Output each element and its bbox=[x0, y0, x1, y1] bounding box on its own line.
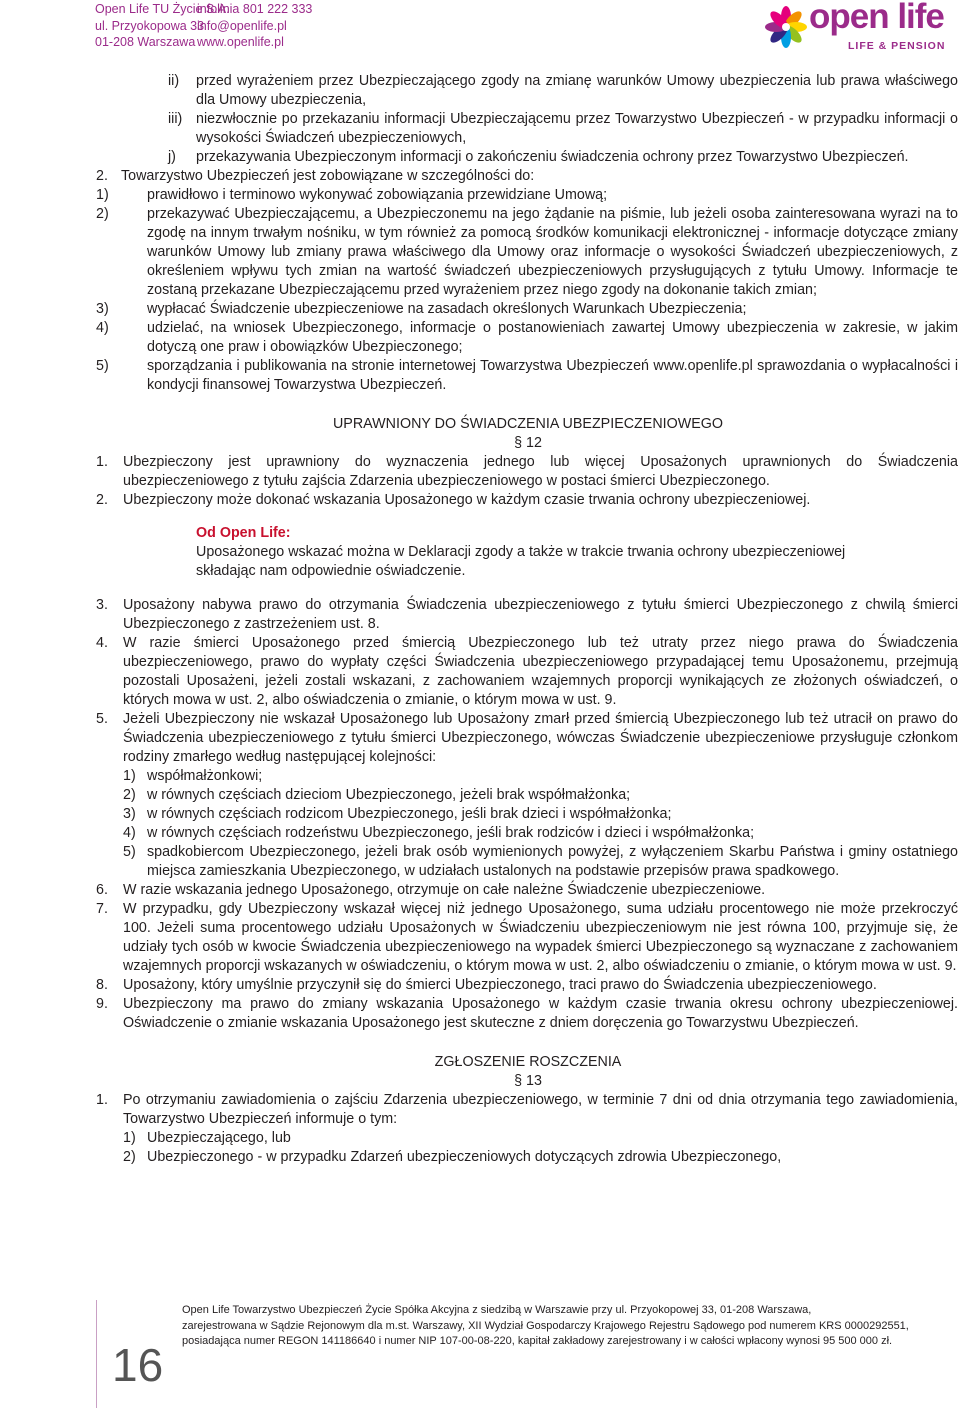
numbered-paragraph-number: 4. bbox=[96, 635, 108, 651]
section-13-title: ZGŁOSZENIE ROSZCZENIA bbox=[434, 1054, 622, 1070]
numbered-paragraph bbox=[96, 596, 960, 634]
numbered-paragraph bbox=[96, 491, 960, 510]
list-item-number: iii) bbox=[168, 111, 183, 127]
section-12-items-a bbox=[96, 453, 960, 510]
list-item-number: 4) bbox=[96, 320, 109, 336]
numbered-paragraph-text: Ubezpieczony może dokonać wskazania Uposażonego w każdym czasie trwania ochrony ubezpieczeniowej. bbox=[123, 492, 811, 508]
list-item bbox=[96, 786, 960, 805]
list-item-number: 1) bbox=[123, 1130, 136, 1146]
numbered-paragraph bbox=[96, 900, 960, 976]
numbered-paragraph-number: 2. bbox=[96, 168, 108, 184]
list-item bbox=[96, 843, 960, 881]
numbered-paragraph bbox=[96, 453, 960, 491]
list-item-text: w równych częściach rodzeństwu Ubezpieczonego, jeśli brak rodziców i dzieci i współmałżonka; bbox=[147, 825, 755, 841]
numbered-paragraph bbox=[96, 881, 960, 900]
document-body bbox=[96, 72, 960, 1167]
list-item-text: w równych częściach dzieciom Ubezpieczonego, jeżeli brak współmałżonka; bbox=[147, 787, 631, 803]
numbered-paragraph-text: Ubezpieczony jest uprawniony do wyznaczenia jednego lub więcej Uposażonych uprawnionych do Świadczenia ubezpieczeniowego z tytułu zajścia Zdarzenia ubezpieczeniowego w postaci śmierci Ubezpieczonego. bbox=[123, 454, 958, 489]
list-item bbox=[96, 205, 960, 300]
section-13-list bbox=[96, 1129, 960, 1167]
list-item-text: przed wyrażeniem przez Ubezpieczającego zgody na zmianę warunków Umowy ubezpieczenia lub prawa właściwego dla Umowy ubezpieczenia, bbox=[196, 73, 958, 108]
numbered-paragraph bbox=[96, 995, 960, 1033]
numbered-paragraph-text: Uposażony, który umyślnie przyczynił się do śmierci Ubezpieczonego, traci prawo do Świadczenia ubezpieczeniowego. bbox=[123, 977, 877, 993]
footer-line-3: posiadająca numer REGON 141186640 i numer NIP 107-00-08-220, kapitał zakładowy zarejestrowany i w całości wpłacony wynosi 95 500 000 zł. bbox=[182, 1335, 893, 1347]
numbered-paragraph-text: Ubezpieczony ma prawo do zmiany wskazania Uposażonego w każdym czasie trwania okresu ochrony ubezpieczeniowej. Oświadczenie o zmianie wskazania Uposażonego jest skuteczne z dniem doręczenia go Towarzystwu Ubezpieczeń. bbox=[123, 996, 958, 1031]
numbered-paragraph-number: 5. bbox=[96, 711, 108, 727]
list-item bbox=[96, 767, 960, 786]
obligations-list bbox=[96, 186, 960, 395]
section-13-items bbox=[96, 1091, 960, 1129]
numbered-paragraph-text: Uposażony nabywa prawo do otrzymania Świadczenia ubezpieczeniowego z tytułu śmierci Ubezpieczonego z chwilą śmierci Ubezpieczonego z zastrzeżeniem ust. 8. bbox=[123, 597, 958, 632]
numbered-paragraph bbox=[96, 1091, 960, 1129]
open-life-logo bbox=[764, 0, 954, 53]
numbered-paragraph-number: 7. bbox=[96, 901, 108, 917]
numbered-paragraph-number: 1. bbox=[96, 1092, 108, 1108]
list-item bbox=[96, 186, 960, 205]
list-item-number: 1) bbox=[123, 768, 136, 784]
list-item-text: przekazywania Ubezpieczonym informacji o zakończeniu świadczenia ochrony przez Towarzystwo Ubezpieczeń. bbox=[196, 149, 909, 165]
list-item bbox=[96, 824, 960, 843]
list-item-number: 3) bbox=[96, 301, 109, 317]
numbered-paragraph bbox=[96, 976, 960, 995]
numbered-paragraph-text: Jeżeli Ubezpieczony nie wskazał Uposażonego lub Uposażony zmarł przed śmiercią Ubezpieczonego lub też utracił on prawo do Świadczenia ubezpieczeniowego z tytułu śmierci Ubezpieczonego, wówczas Świadczenie ubezpieczeniowe przysługuje członkom rodziny zmarłego według następującej kolejności: bbox=[123, 711, 958, 765]
page-header bbox=[0, 0, 960, 60]
flower-icon bbox=[764, 5, 808, 49]
list-item-text: w równych częściach rodzicom Ubezpieczonego, jeśli brak dzieci i współmałżonka; bbox=[147, 806, 672, 822]
from-open-life-text: Uposażonego wskazać można w Deklaracji zgody a także w trakcie trwania ochrony ubezpieczeniowej składając nam odpowiednie oświadczenie. bbox=[196, 544, 846, 579]
list-item-text: udzielać, na wniosek Ubezpieczonego, informacje o postanowieniach zawartej Umowy ubezpieczenia w zakresie, w jakim dotyczą one praw i obowiązków Ubezpieczonego; bbox=[147, 320, 958, 355]
footer-divider bbox=[96, 1300, 97, 1408]
hotline: infolinia 801 222 333 bbox=[197, 2, 313, 16]
list-item bbox=[96, 805, 960, 824]
footer-line-2: zarejestrowana w Sądzie Rejonowym dla m.st. Warszawy, XII Wydział Gospodarczy Krajowego Rejestru Sądowego pod numerem KRS 0000292551, bbox=[182, 1319, 909, 1332]
numbered-paragraph-number: 8. bbox=[96, 977, 108, 993]
list-item-number: 2) bbox=[123, 1149, 136, 1165]
logo-subtitle: LIFE & PENSION bbox=[848, 40, 946, 52]
list-item-text: wypłacać Świadczenie ubezpieczeniowe na zasadach określonych Warunkach Ubezpieczenia; bbox=[147, 301, 747, 317]
list-item-text: Ubezpieczonego - w przypadku Zdarzeń ubezpieczeniowych dotyczących zdrowia Ubezpieczonego, bbox=[147, 1149, 782, 1165]
numbered-paragraph-number: 9. bbox=[96, 996, 108, 1012]
list-item bbox=[96, 319, 960, 357]
list-item-text: Ubezpieczającego, lub bbox=[147, 1130, 291, 1146]
list-item-number: j) bbox=[168, 149, 176, 165]
list-item-number: 3) bbox=[123, 806, 136, 822]
list-item-number: 2) bbox=[96, 206, 109, 222]
list-item bbox=[96, 72, 960, 110]
list-item-number: 5) bbox=[123, 844, 136, 860]
paragraph-2 bbox=[96, 167, 960, 186]
from-open-life-title: Od Open Life: bbox=[196, 525, 291, 541]
company-contact bbox=[197, 1, 312, 51]
numbered-paragraph bbox=[96, 710, 960, 767]
list-item-text: przekazywać Ubezpieczającemu, a Ubezpieczonemu na jego żądanie na piśmie, lub jeżeli osoba zainteresowana wyrazi na to zgodę na innym trwałym nośniku, w tym również za pomocą środków komunikacji elektronicznej - informacje dotyczące zmiany warunków Umowy lub zmiany prawa właściwego dla Umowy oraz informacje o wysokości Świadczeń ubezpieczeniowych, z określeniem wpływu tych zmian na wartość świadczeń ubezpieczeniowych przysługujących z tytułu Umowy. Informacje te zostaną przekazane Ubezpieczającemu przed wyrażeniem przez niego zgody na dokonanie takich zmian; bbox=[147, 206, 958, 298]
numbered-paragraph-number: 6. bbox=[96, 882, 108, 898]
website-link[interactable]: www.openlife.pl bbox=[197, 35, 284, 49]
obligations-continued bbox=[96, 72, 960, 167]
company-name: Open Life TU Życie S.A. bbox=[95, 2, 230, 16]
numbered-paragraph-number: 3. bbox=[96, 597, 108, 613]
list-item-number: 2) bbox=[123, 787, 136, 803]
list-item bbox=[96, 357, 960, 395]
numbered-paragraph-number: 1. bbox=[96, 454, 108, 470]
numbered-paragraph-text: Po otrzymaniu zawiadomienia o zajściu Zdarzenia ubezpieczeniowego, w terminie 7 dni od dnia otrzymania tego zawiadomienia, Towarzystwo Ubezpieczeń informuje o tym: bbox=[123, 1092, 958, 1127]
numbered-paragraph bbox=[96, 167, 960, 186]
company-city: 01-208 Warszawa bbox=[95, 35, 196, 49]
list-item-number: 4) bbox=[123, 825, 136, 841]
footer-line-1: Open Life Towarzystwo Ubezpieczeń Życie Spółka Akcyjna z siedzibą w Warszawie przy ul. Przyokopowej 33, 01-208 Warszawa, bbox=[182, 1304, 812, 1316]
list-item bbox=[96, 148, 960, 167]
numbered-paragraph-text: W razie wskazania jednego Uposażonego, otrzymuje on całe należne Świadczenie ubezpieczeniowe. bbox=[123, 882, 766, 898]
footer-legal-text bbox=[182, 1303, 942, 1350]
list-item-number: ii) bbox=[168, 73, 180, 89]
numbered-paragraph-text: Towarzystwo Ubezpieczeń jest zobowiązane w szczególności do: bbox=[121, 168, 535, 184]
list-item bbox=[96, 110, 960, 148]
section-13-number: § 13 bbox=[514, 1073, 542, 1089]
list-item-text: sporządzania i publikowania na stronie internetowej Towarzystwa Ubezpieczeń www.openlife.pl sprawozdania o wypłacalności i kondycji finansowej Towarzystwa Ubezpieczeń. bbox=[147, 358, 958, 393]
list-item-number: 5) bbox=[96, 358, 109, 374]
company-street: ul. Przyokopowa 33 bbox=[95, 18, 205, 33]
section-12-title: UPRAWNIONY DO ŚWIADCZENIA UBEZPIECZENIOWEGO bbox=[332, 416, 724, 432]
numbered-paragraph-text: W przypadku, gdy Ubezpieczony wskazał więcej niż jednego Uposażonego, suma udziału procentowego nie może przekroczyć 100. Jeżeli suma procentowego udziału Uposażonych w Świadczeniu ubezpieczeniowym nie jest równa 100, przyjmuje się, że udziały tych osób w kwocie Świadczenia ubezpieczeniowego na wypadek śmierci Ubezpieczonego są wyznaczane z zachowaniem wzajemnych proporcji wskazanych w oświadczeniu, o którym mowa w ust. 2, albo oświadczeniu o zmianie, o którym mowa w ust. 9. bbox=[123, 901, 958, 974]
section-12-family-order-list bbox=[96, 767, 960, 881]
list-item-text: spadkobiercom Ubezpieczonego, jeżeli brak osób wymienionych powyżej, z wyłączeniem Skarbu Państwa i gminy ostatniego miejsca zamieszkania Ubezpieczonego, w udziałach ustalonych na podstawie przepisów prawa spadkowego. bbox=[147, 844, 958, 879]
page-number: 16 bbox=[112, 1339, 164, 1391]
numbered-paragraph-number: 2. bbox=[96, 492, 108, 508]
from-open-life-box bbox=[196, 524, 960, 581]
list-item-number: 1) bbox=[96, 187, 109, 203]
logo-wordmark: open life bbox=[809, 0, 944, 36]
email-link[interactable]: info@openlife.pl bbox=[197, 18, 287, 33]
numbered-paragraph-text: W razie śmierci Uposażonego przed śmiercią Ubezpieczonego lub też utraty przez niego prawa do Świadczenia ubezpieczeniowego, prawo do wypłaty części Świadczenia ubezpieczeniowego przypadającej temu Uposażonemu, przejmują pozostali Uposażeni, jeżeli zostali wskazani, z zachowaniem wzajemnych proporcji wynikających ze złożonych oświadczeń, o których mowa w ust. 2, albo oświadczenia o zmianie, o którym mowa w ust. 9. bbox=[123, 635, 958, 708]
numbered-paragraph bbox=[96, 634, 960, 710]
list-item-text: współmałżonkowi; bbox=[147, 768, 263, 784]
list-item-text: prawidłowo i terminowo wykonywać zobowiązania przewidziane Umową; bbox=[147, 187, 608, 203]
section-12-items-c bbox=[96, 881, 960, 1033]
list-item bbox=[96, 1129, 960, 1148]
list-item-text: niezwłocznie po przekazaniu informacji Ubezpieczającemu przez Towarzystwo Ubezpieczeń - w przypadku informacji o wysokości Świadczeń ubezpieczeniowych, bbox=[196, 111, 958, 146]
section-12-items-b bbox=[96, 596, 960, 767]
list-item bbox=[96, 300, 960, 319]
section-12-number: § 12 bbox=[514, 435, 542, 451]
list-item bbox=[96, 1148, 960, 1167]
